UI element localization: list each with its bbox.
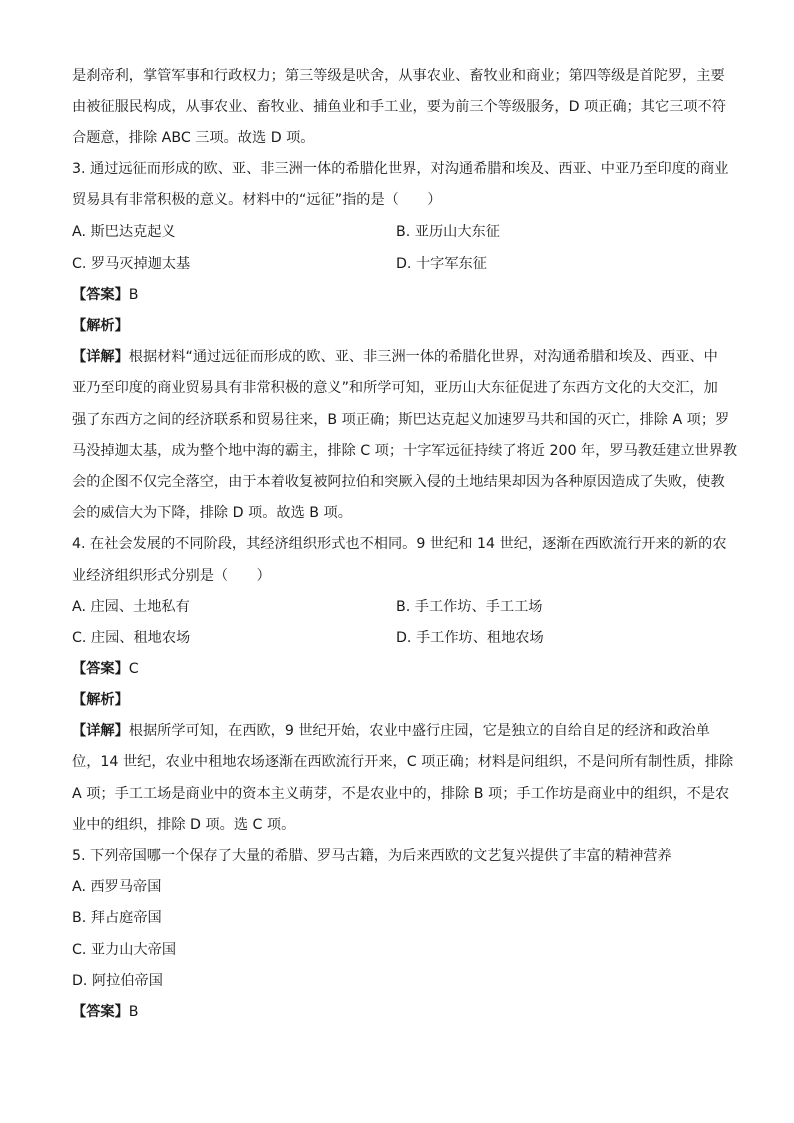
q3-stem-line-1: 3. 通过远征而形成的欧、亚、非三洲一体的希腊化世界，对沟通希腊和埃及、西亚、中亚乃至印度的商业: [72, 161, 729, 177]
answer-value: B: [128, 287, 139, 303]
continuation-line-3: 合题意，排除 ABC 三项。故选 D 项。: [72, 130, 315, 146]
detail-text: 根据材料“通过远征而形成的欧、亚、非三洲一体的希腊化世界，对沟通希腊和埃及、西亚、中: [128, 349, 718, 365]
continuation-line-2: 由被征服民构成，从事农业、畜牧业、捕鱼业和手工业，要为前三个等级服务，D 项正确；其它三项不符: [72, 99, 726, 115]
q5-stem: 5. 下列帝国哪一个保存了大量的希腊、罗马古籍，为后来西欧的文艺复兴提供了丰富的精神营养: [72, 848, 672, 864]
q5-option-b: B. 拜占庭帝国: [72, 910, 162, 926]
analysis-tag: 【解析】: [72, 692, 129, 708]
q3-option-a: A. 斯巴达克起义: [72, 224, 176, 240]
q4-option-d: D. 手工作坊、租地农场: [396, 630, 544, 646]
continuation-line-1: 是刹帝利，掌管军事和行政权力；第三等级是吠舍，从事农业、畜牧业和商业；第四等级是首陀罗，主要: [72, 68, 725, 84]
q4-option-b: B. 手工作坊、手工工场: [396, 599, 543, 615]
q3-option-c: C. 罗马灭掉迦太基: [72, 256, 191, 272]
answer-tag: 【答案】: [72, 661, 129, 677]
q4-detail-line-2: 位，14 世纪，农业中租地农场逐渐在西欧流行开来，C 项正确；材料是问组织，不是问所有制性质，排除: [72, 754, 734, 770]
q3-option-d: D. 十字军东征: [396, 256, 487, 272]
q3-detail-line-4: 马没掉迦太基，成为整个地中海的霸主，排除 C 项；十字军远征持续了将近 200 年，罗马教廷建立世界教: [72, 443, 738, 459]
q3-detail-line-1: [72, 347, 722, 367]
detail-tag: 【详解】: [72, 723, 129, 739]
q4-detail-line-1: [72, 721, 722, 741]
q5-option-c: C. 亚力山大帝国: [72, 942, 177, 958]
q5-answer: [72, 1002, 722, 1022]
detail-text: 根据所学可知，在西欧，9 世纪开始，农业中盛行庄园，它是独立的自给自足的经济和政治单: [128, 723, 710, 739]
q4-option-c: C. 庄园、租地农场: [72, 630, 191, 646]
q4-analysis-tag: [72, 690, 722, 710]
q3-detail-line-6: 会的威信大为下降，排除 D 项。故选 B 项。: [72, 505, 352, 521]
answer-value: B: [128, 1004, 139, 1020]
analysis-tag: 【解析】: [72, 318, 129, 334]
q3-option-b: B. 亚历山大东征: [396, 224, 500, 240]
q4-detail-line-4: 业中的组织，排除 D 项。选 C 项。: [72, 817, 296, 833]
answer-value: C: [128, 661, 139, 677]
q4-option-a: A. 庄园、土地私有: [72, 599, 190, 615]
q5-option-d: D. 阿拉伯帝国: [72, 973, 163, 989]
q4-stem-line-2: 业经济组织形式分别是（ ）: [72, 568, 271, 584]
q4-stem-line-1: 4. 在社会发展的不同阶段，其经济组织形式也不相同。9 世纪和 14 世纪，逐渐在西欧流行开来的新的农: [72, 536, 727, 552]
q5-option-a: A. 西罗马帝国: [72, 879, 162, 895]
q4-detail-line-3: A 项；手工工场是商业中的资本主义萌芽，不是农业中的，排除 B 项；手工作坊是商业中的组织，不是农: [72, 786, 730, 802]
answer-tag: 【答案】: [72, 1004, 129, 1020]
q3-detail-line-3: 强了东西方之间的经济联系和贸易往来，B 项正确；斯巴达克起义加速罗马共和国的灭亡，排除 A 项；罗: [72, 412, 730, 428]
q3-answer: [72, 285, 722, 305]
q3-detail-line-5: 会的企图不仅完全落空，由于本着收复被阿拉伯和突厥入侵的土地结果却因为各种原因造成了失败，使教: [72, 474, 725, 490]
q3-analysis-tag: [72, 316, 722, 336]
detail-tag: 【详解】: [72, 349, 129, 365]
q3-stem-line-2: 贸易具有非常积极的意义。材料中的“远征”指的是（ ）: [72, 192, 442, 208]
answer-tag: 【答案】: [72, 287, 129, 303]
q4-answer: [72, 659, 722, 679]
q3-detail-line-2: 亚乃至印度的商业贸易具有非常积极的意义”和所学可知，亚历山大东征促进了东西方文化的大交汇，加: [72, 380, 718, 396]
